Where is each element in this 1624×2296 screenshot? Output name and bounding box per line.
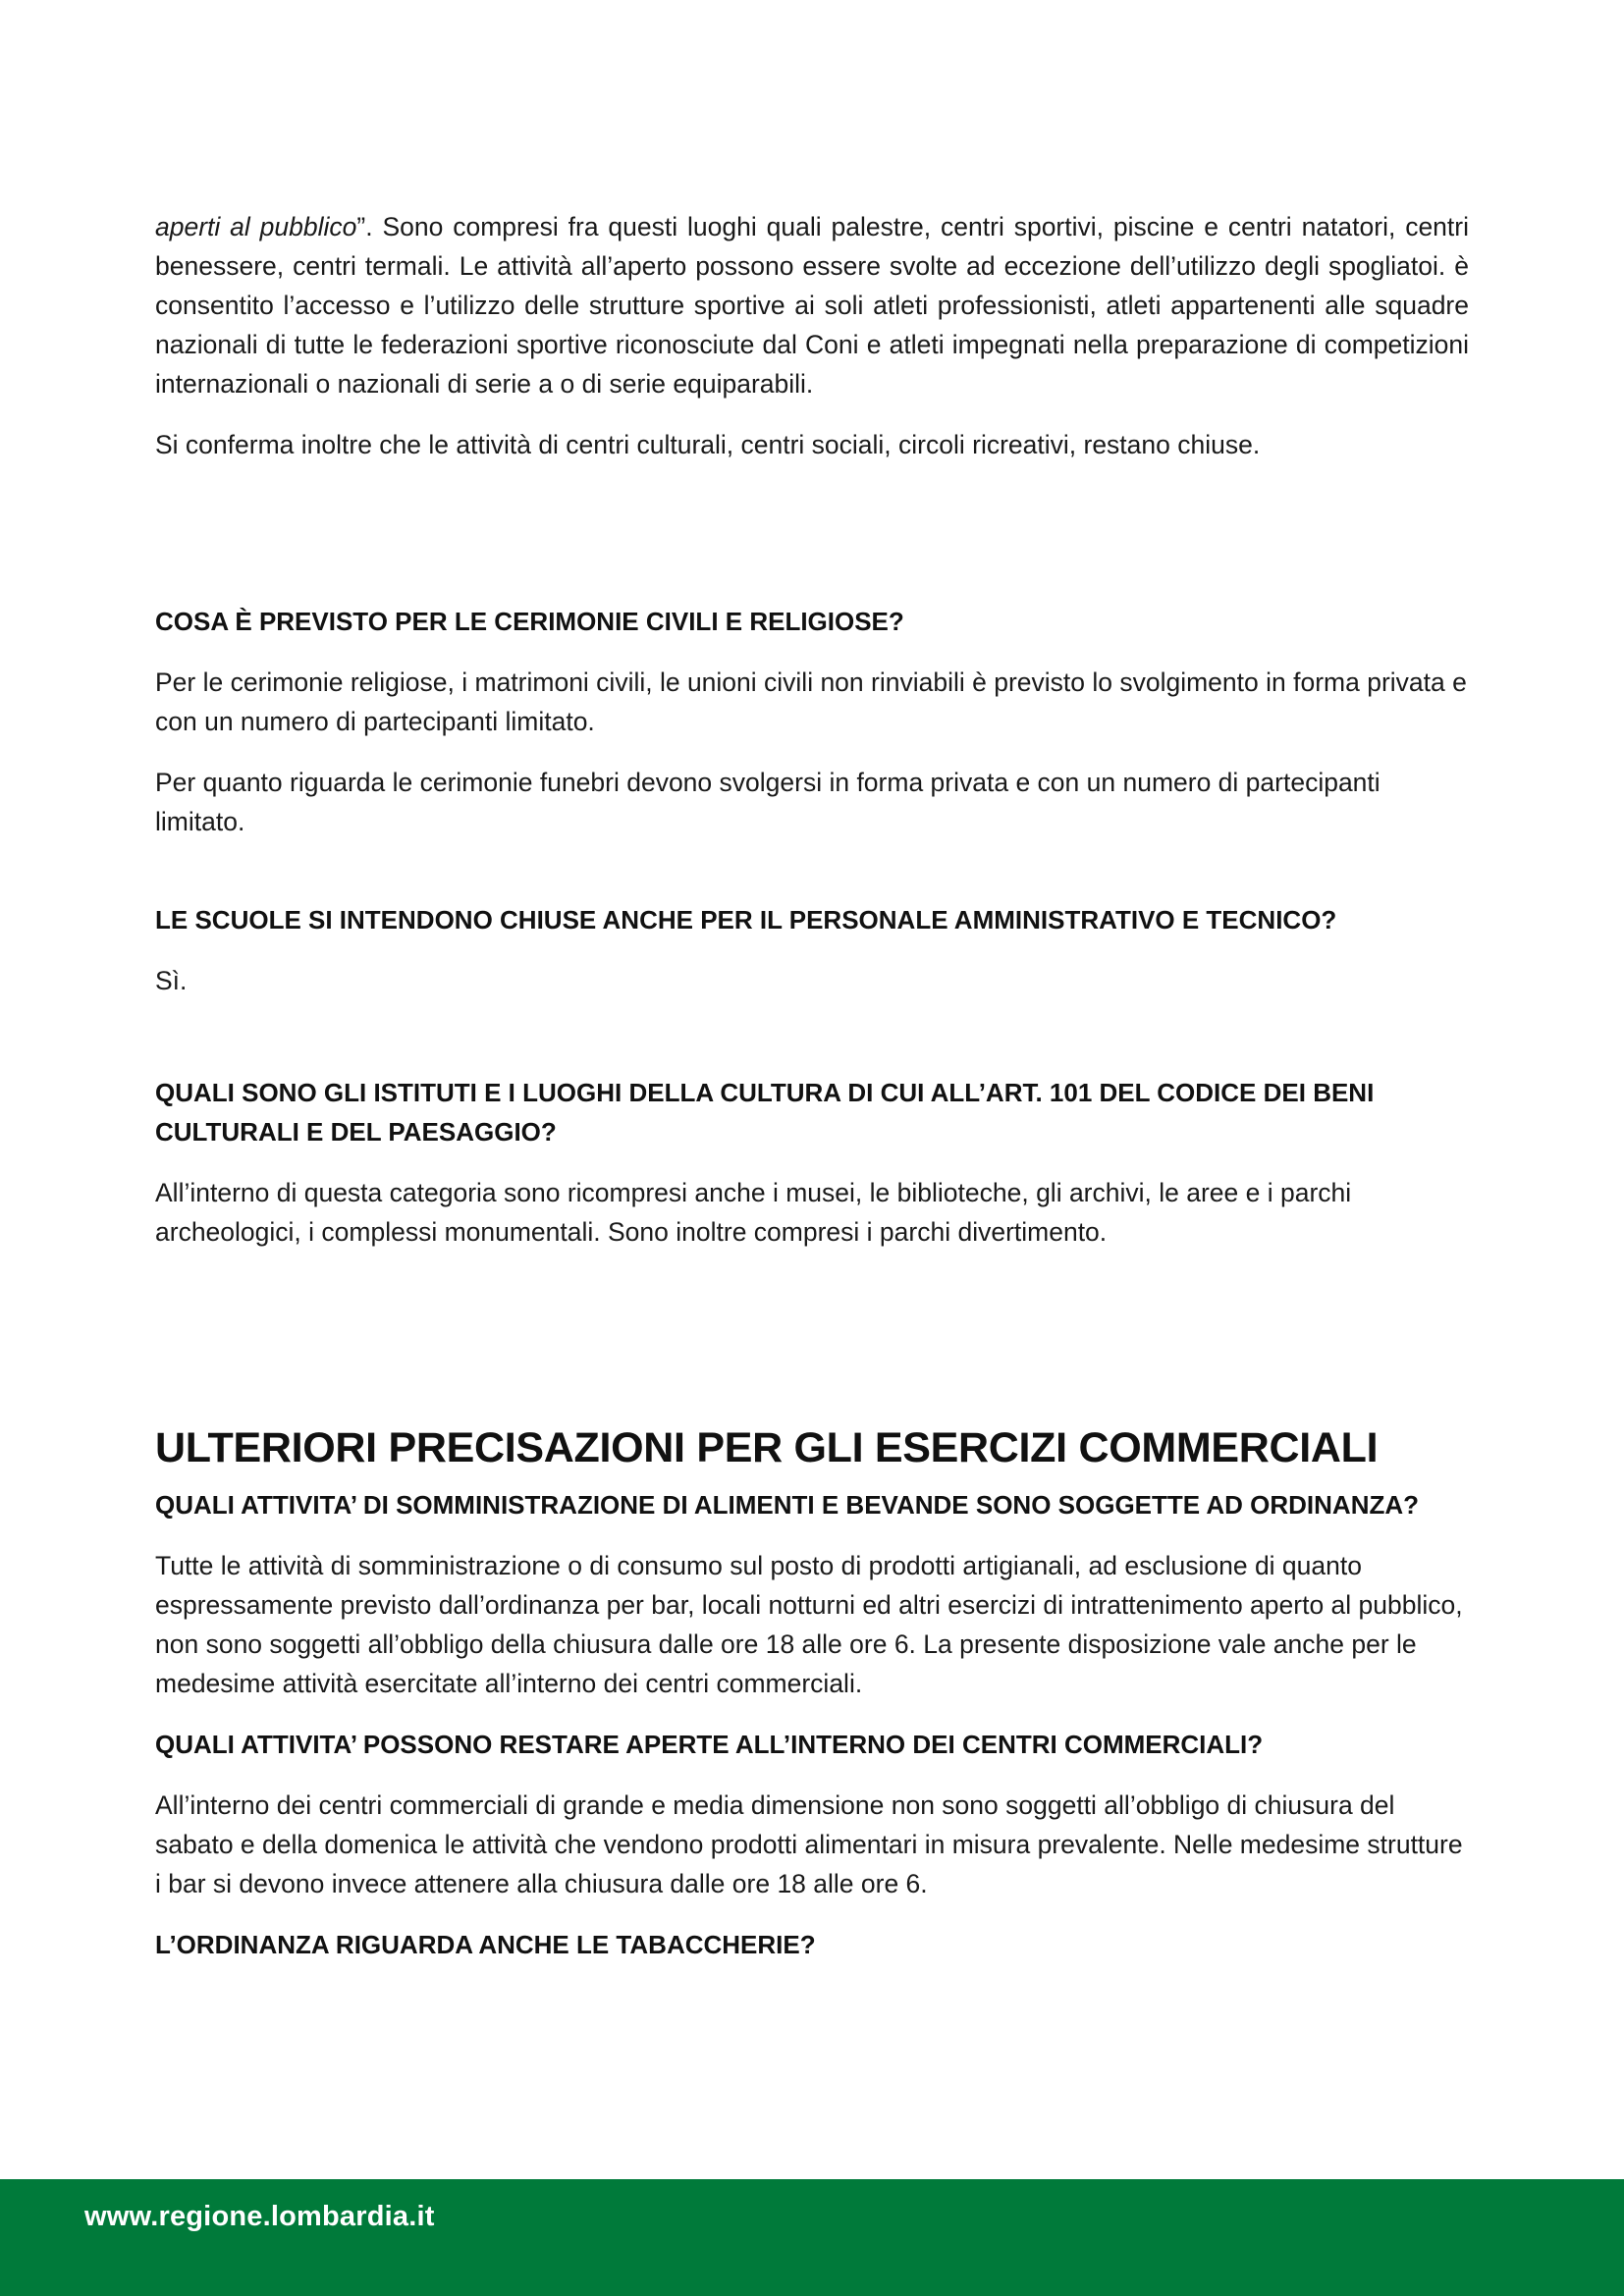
question-schools: LE SCUOLE SI INTENDONO CHIUSE ANCHE PER IL PERSONALE AMMINISTRATIVO E TECNICO? [155,905,1337,934]
question-cultural-institutes: QUALI SONO GLI ISTITUTI E I LUOGHI DELLA CULTURA DI CUI ALL’ART. 101 DEL CODICE DEI BENI CULTURALI E DEL PAESAGGIO? [155,1078,1375,1147]
footer-bar [0,2179,1624,2296]
answer-ceremonies-religious: Per le cerimonie religiose, i matrimoni civili, le unioni civili non rinviabili è previsto lo svolgimento in forma privata e con un numero di partecipanti limitato. [155,667,1467,736]
question-ceremonies: COSA È PREVISTO PER LE CERIMONIE CIVILI E RELIGIOSE? [155,607,904,636]
answer-cultural-institutes: All’interno di questa categoria sono ricompresi anche i musei, le biblioteche, gli archivi, le aree e i parchi archeologici, i complessi monumentali. Sono inoltre compresi i parchi divertimento. [155,1178,1352,1247]
italic-phrase: aperti al pubblico [155,212,357,241]
section-title-commercial: ULTERIORI PRECISAZIONI PER GLI ESERCIZI COMMERCIALI [155,1424,1379,1471]
question-food-services: QUALI ATTIVITA’ DI SOMMINISTRAZIONE DI ALIMENTI E BEVANDE SONO SOGGETTE AD ORDINANZA? [155,1490,1420,1520]
paragraph-sports-facilities [155,207,1469,403]
paragraph-text: ”. Sono compresi fra questi luoghi quali palestre, centri sportivi, piscine e centri natatori, centri benessere, centri termali. Le attività all’aperto possono essere svolte ad eccezione dell’utilizzo degli spogliatoi. è consentito l’accesso e l’utilizzo delle strutture sportive ai soli atleti professionisti, atleti appartenenti alle squadre nazionali di tutte le federazioni sportive riconosciute dal Coni e atleti impegnati nella preparazione di competizioni internazionali o nazionali di serie a o di serie equiparabili. [155,212,1469,399]
footer-website-link[interactable]: www.regione.lombardia.it [84,2201,435,2232]
answer-ceremonies-funeral: Per quanto riguarda le cerimonie funebri devono svolgersi in forma privata e con un numero di partecipanti limitato. [155,768,1380,836]
document-body [155,207,1469,1964]
paragraph-cultural-centers: Si conferma inoltre che le attività di centri culturali, centri sociali, circoli ricreativi, restano chiuse. [155,430,1261,459]
answer-food-services: Tutte le attività di somministrazione o di consumo sul posto di prodotti artigianali, ad esclusione di quanto espressamente previsto dall’ordinanza per bar, locali notturni ed altri esercizi di intrattenimento aperto al pubblico, non sono soggetti all’obbligo della chiusura dalle ore 18 alle ore 6. La presente disposizione vale anche per le medesime attività esercitate all’interno dei centri commerciali. [155,1551,1463,1698]
question-tobacco-shops: L’ORDINANZA RIGUARDA ANCHE LE TABACCHERIE? [155,1930,816,1959]
answer-shopping-centers: All’interno dei centri commerciali di grande e media dimensione non sono soggetti all’obbligo di chiusura del sabato e della domenica le attività che vendono prodotti alimentari in misura prevalente. Nelle medesime strutture i bar si devono invece attenere alla chiusura dalle ore 18 alle ore 6. [155,1790,1463,1898]
question-shopping-centers: QUALI ATTIVITA’ POSSONO RESTARE APERTE ALL’INTERNO DEI CENTRI COMMERCIALI? [155,1730,1264,1759]
answer-schools: Sì. [155,966,188,995]
